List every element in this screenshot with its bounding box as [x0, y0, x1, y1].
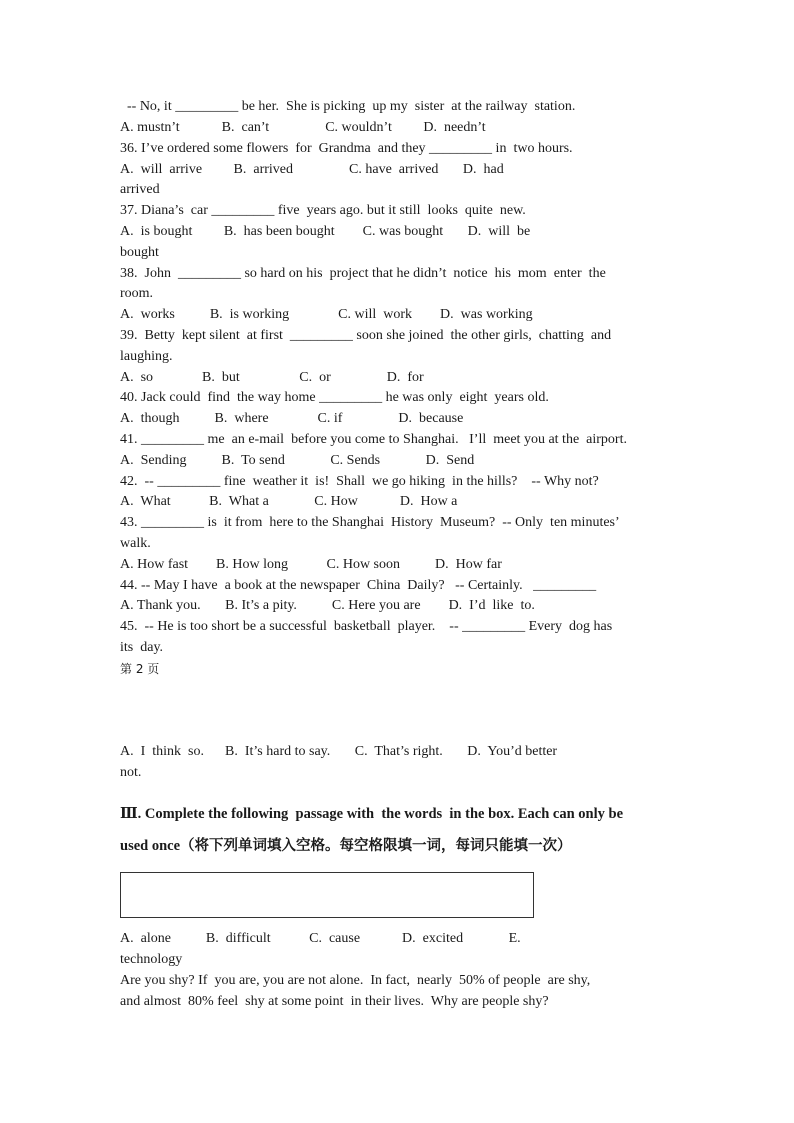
q37-stem: 37. Diana’s car _________ five years ago. but it still looks quite new. — [120, 203, 526, 218]
q38-options: A. works B. is working C. will work D. was working — [120, 307, 533, 322]
q43-options: A. How fast B. How long C. How soon D. How far — [120, 557, 502, 572]
q42-stem: 42. -- _________ fine weather it is! Shall we go hiking in the hills? -- Why not? — [120, 474, 599, 489]
q39-stem: 39. Betty kept silent at first _________ soon she joined the other girls, chatting and — [120, 328, 612, 343]
q40-stem: 40. Jack could find the way home _________ he was only eight years old. — [120, 390, 549, 405]
q36-options: A. will arrive B. arrived C. have arrived D. had — [120, 162, 504, 177]
word-box — [120, 872, 534, 918]
q43-stem: 43. _________ is it from here to the Shanghai History Museum? -- Only ten minutes’ — [120, 515, 620, 530]
q43-stem-wrap: walk. — [120, 536, 151, 551]
q37-options-wrap: bought — [120, 245, 159, 260]
q38-stem: 38. John _________ so hard on his project that he didn’t notice his mom enter the — [120, 266, 606, 281]
word-options-wrap: technology — [120, 952, 183, 967]
q36-options-wrap: arrived — [120, 182, 160, 197]
q42-options: A. What B. What a C. How D. How a — [120, 494, 458, 509]
q41-options: A. Sending B. To send C. Sends D. Send — [120, 453, 475, 468]
q41-stem: 41. _________ me an e-mail before you come to Shanghai. I’ll meet you at the airport. — [120, 432, 627, 447]
q45-options-wrap: not. — [120, 765, 142, 780]
q44-options: A. Thank you. B. It’s a pity. C. Here you are D. I’d like to. — [120, 598, 535, 613]
q36-stem: 36. I’ve ordered some flowers for Grandma and they _________ in two hours. — [120, 141, 573, 156]
q35-answer-line: -- No, it _________ be her. She is picking up my sister at the railway station. — [120, 99, 576, 114]
q45-options: A. I think so. B. It’s hard to say. C. That’s right. D. You’d better — [120, 744, 558, 759]
passage-line: and almost 80% feel shy at some point in their lives. Why are people shy? — [120, 994, 549, 1009]
q38-stem-wrap: room. — [120, 286, 154, 301]
passage-line: Are you shy? If you are, you are not alone. In fact, nearly 50% of people are shy, — [120, 973, 591, 988]
q35-options: A. mustn’t B. can’t C. wouldn’t D. needn’t — [120, 120, 486, 135]
word-options: A. alone B. difficult C. cause D. excited E. — [120, 931, 521, 946]
section-heading: Ⅲ. Complete the following passage with the words in the box. Each can only be — [120, 806, 624, 822]
q39-options: A. so B. but C. or D. for — [120, 370, 424, 385]
q45-stem-wrap: its day. — [120, 640, 164, 655]
q45-stem: 45. -- He is too short be a successful basketball player. -- _________ Every dog has — [120, 619, 613, 634]
q39-stem-wrap: laughing. — [120, 349, 173, 364]
q44-stem: 44. -- May I have a book at the newspaper China Daily? -- Certainly. _________ — [120, 578, 597, 593]
q40-options: A. though B. where C. if D. because — [120, 411, 464, 426]
section-heading-wrap: used once（将下列单词填入空格。每空格限填一词，每词只能填一次） — [120, 838, 572, 854]
page-number: 第 2 页 — [120, 662, 160, 676]
q37-options: A. is bought B. has been bought C. was bought D. will be — [120, 224, 531, 239]
